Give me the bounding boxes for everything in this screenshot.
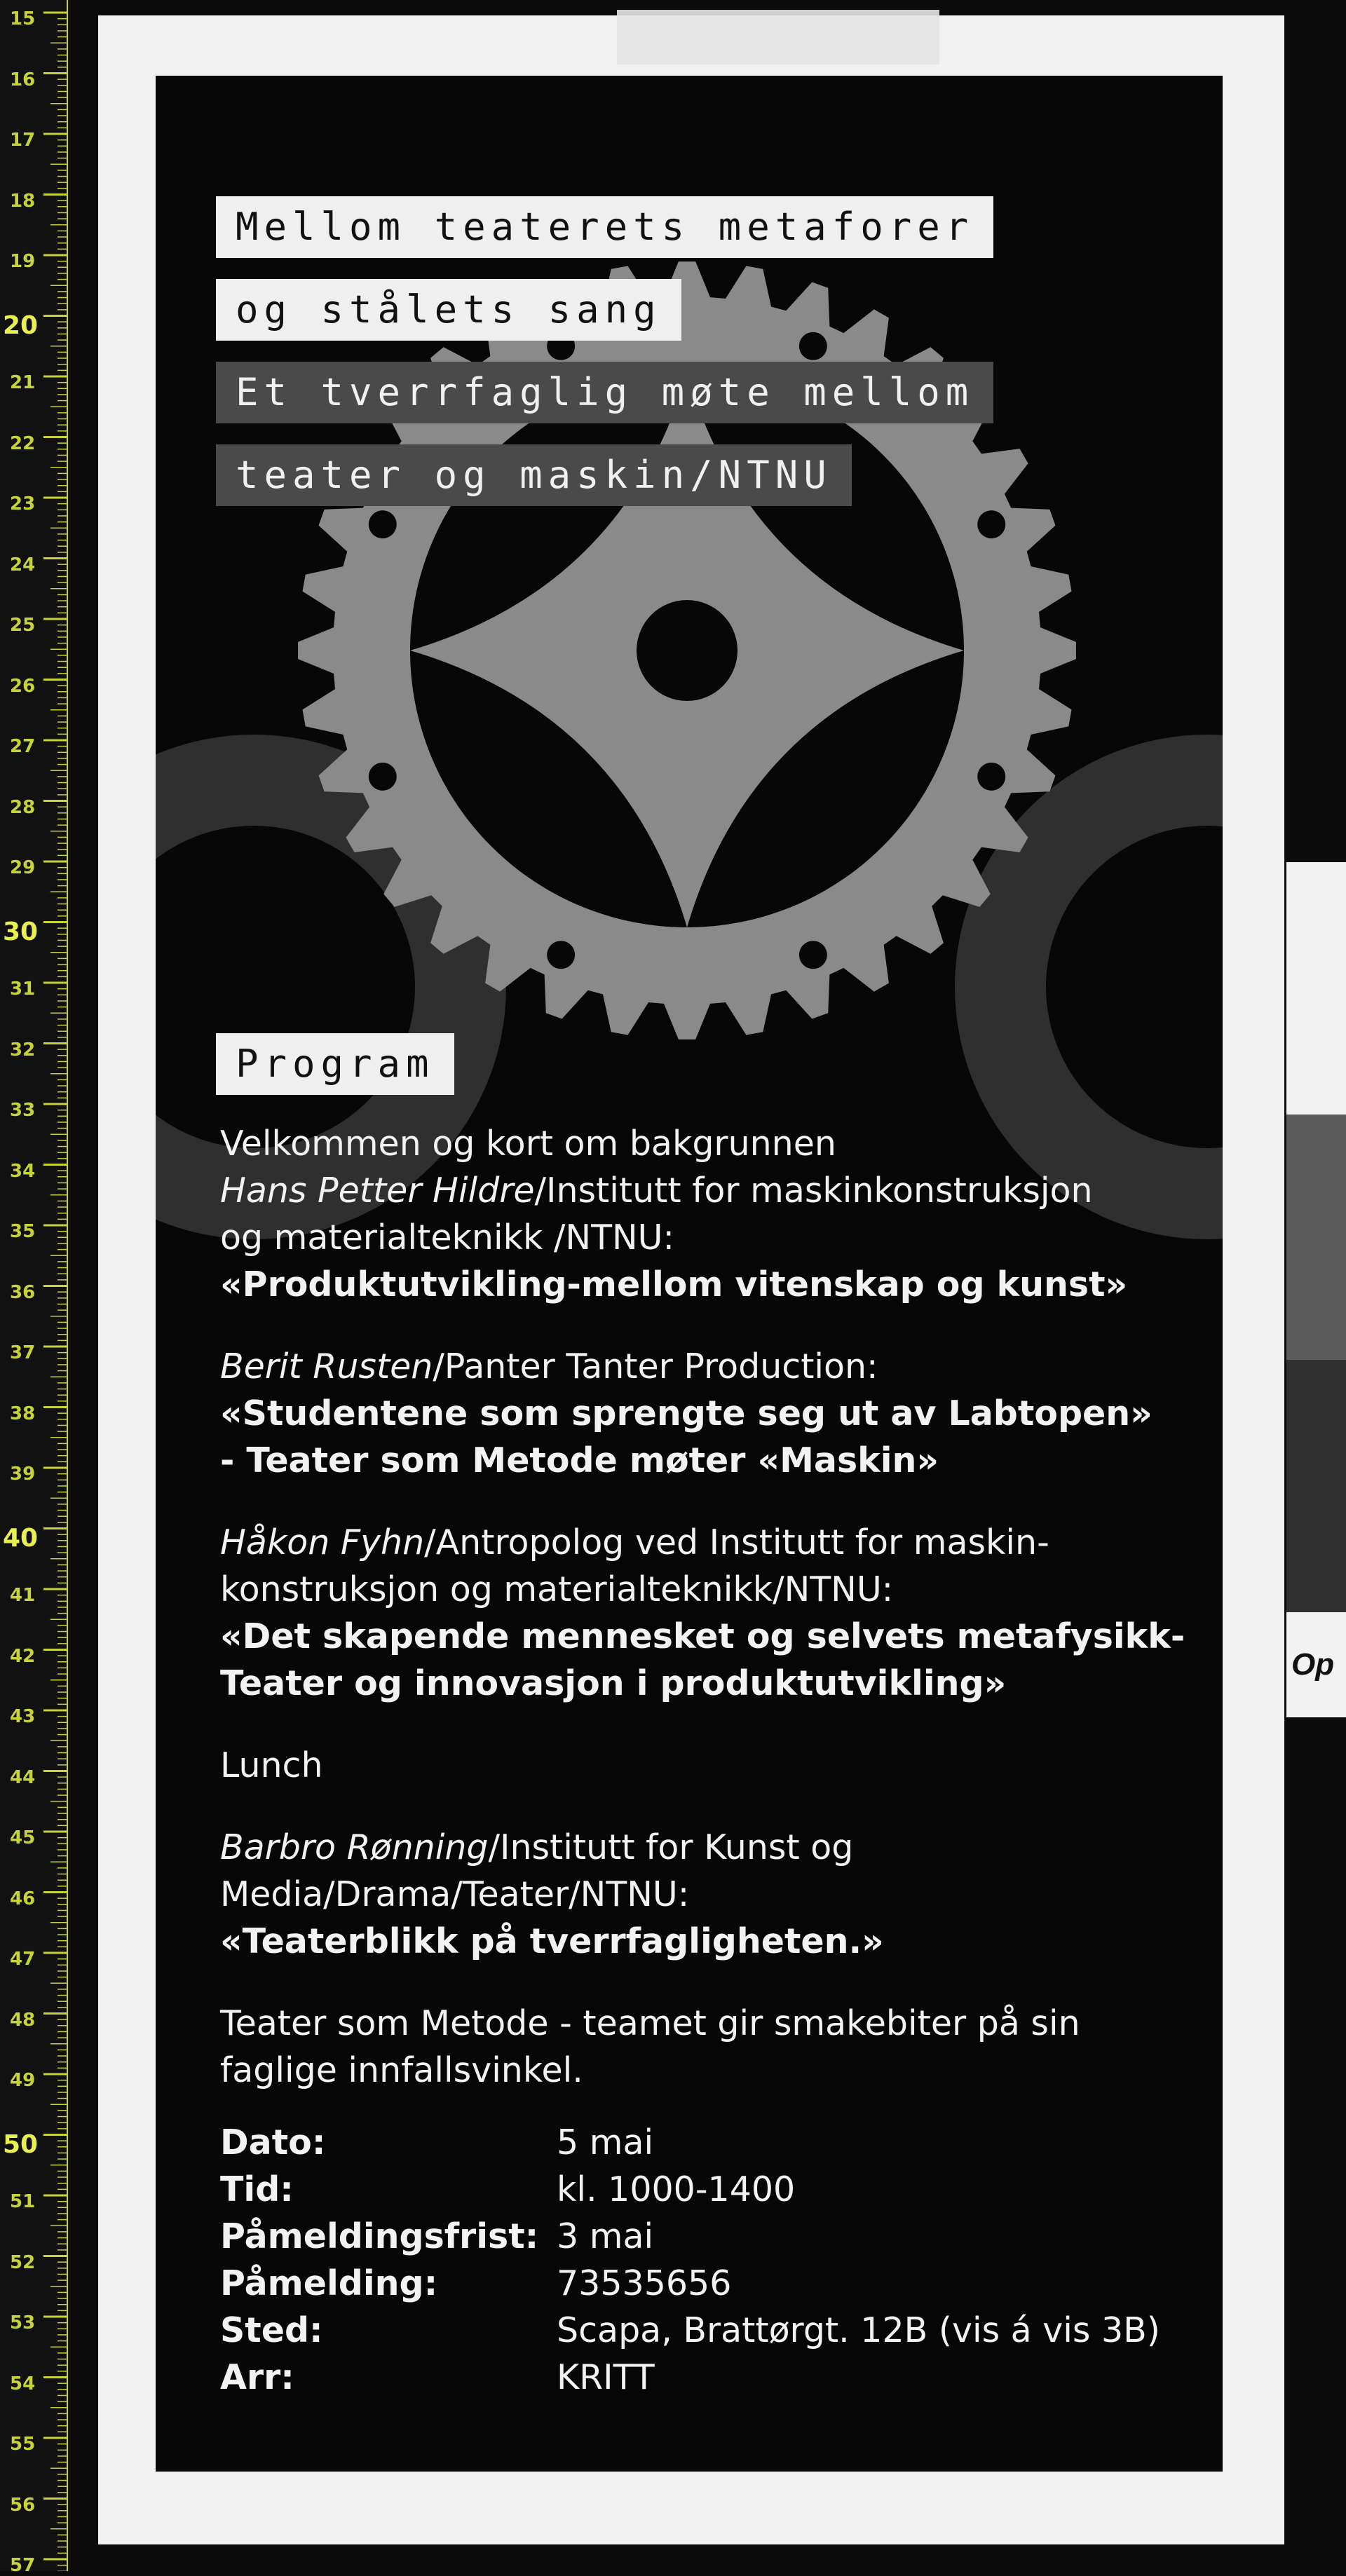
ruler-label: 36 bbox=[10, 1281, 36, 1303]
ruler-label: 38 bbox=[10, 1403, 36, 1424]
talk-4-title: «Teaterblikk på tverrfagligheten.» bbox=[220, 1921, 884, 1961]
talk-1-affiliation: Hans Petter Hildre/Institutt for maskinkonstruksjon bbox=[220, 1171, 1093, 1211]
ruler-label: 15 bbox=[10, 8, 36, 29]
ruler-label: 21 bbox=[10, 372, 36, 393]
info-label: Sted: bbox=[220, 2310, 323, 2350]
ruler-label: 29 bbox=[10, 857, 36, 878]
talk-4-affiliation-cont: Media/Drama/Teater/NTNU: bbox=[220, 1874, 690, 1914]
info-value: 73535656 bbox=[557, 2263, 732, 2303]
talk-1-speaker: Hans Petter Hildre bbox=[220, 1171, 535, 1211]
ruler-label: 25 bbox=[10, 615, 36, 636]
ruler-label: 49 bbox=[10, 2070, 36, 2091]
ruler-label: 20 bbox=[3, 311, 39, 340]
talk-4-affiliation: Barbro Rønning/Institutt for Kunst og bbox=[220, 1827, 854, 1867]
talk-1-affiliation-cont: og materialteknikk /NTNU: bbox=[220, 1218, 675, 1258]
info-label: Arr: bbox=[220, 2357, 294, 2397]
ruler-label: 42 bbox=[10, 1645, 36, 1667]
title-line-1: Mellom teaterets metaforer bbox=[216, 196, 993, 258]
ruler-label: 47 bbox=[10, 1949, 36, 1970]
closing-text-cont: faglige innfallsvinkel. bbox=[220, 2050, 583, 2090]
talk-3-affiliation: Håkon Fyhn/Antropolog ved Institutt for maskin- bbox=[220, 1522, 1049, 1562]
ruler-label: 33 bbox=[10, 1100, 36, 1121]
info-value: 5 mai bbox=[557, 2122, 654, 2162]
ruler-label: 32 bbox=[10, 1039, 36, 1061]
info-value: kl. 1000-1400 bbox=[557, 2169, 796, 2209]
ruler-label: 24 bbox=[10, 554, 36, 575]
talk-2-affiliation: Berit Rusten/Panter Tanter Production: bbox=[220, 1347, 878, 1386]
ruler-label: 46 bbox=[10, 1888, 36, 1909]
ruler-label: 31 bbox=[10, 979, 36, 1000]
ruler-label: 39 bbox=[10, 1464, 36, 1485]
tape-strip bbox=[617, 10, 939, 64]
title-line-2: og stålets sang bbox=[216, 279, 681, 341]
talk-1-title: «Produktutvikling-mellom vitenskap og kunst» bbox=[220, 1265, 1128, 1304]
ruler-label: 22 bbox=[10, 432, 36, 454]
ruler-label: 16 bbox=[10, 69, 36, 90]
ruler-label: 26 bbox=[10, 675, 36, 697]
talk-3-affiliation-cont: konstruksjon og materialteknikk/NTNU: bbox=[220, 1569, 894, 1609]
info-value: KRITT bbox=[557, 2357, 655, 2397]
info-value: 3 mai bbox=[557, 2216, 654, 2256]
info-label: Påmeldingsfrist: bbox=[220, 2216, 539, 2256]
measuring-ruler bbox=[0, 0, 70, 2576]
program-list bbox=[220, 1120, 1202, 2094]
ruler-label: 48 bbox=[10, 2009, 36, 2031]
edge-scrap-grey bbox=[1286, 1115, 1346, 1360]
ruler-label: 50 bbox=[3, 2129, 39, 2159]
info-value: Scapa, Brattørgt. 12B (vis á vis 3B) bbox=[557, 2310, 1160, 2350]
talk-2-title: «Studentene som sprengte seg ut av Labtopen» bbox=[220, 1393, 1153, 1433]
ruler-label: 18 bbox=[10, 190, 36, 212]
talk-4-speaker: Barbro Rønning bbox=[220, 1827, 489, 1867]
talk-3-title-cont: Teater og innovasjon i produktutvikling» bbox=[220, 1663, 1007, 1703]
info-label: Tid: bbox=[220, 2169, 294, 2209]
ruler-label: 43 bbox=[10, 1706, 36, 1727]
ruler-label: 27 bbox=[10, 736, 36, 757]
ruler-label: 52 bbox=[10, 2251, 36, 2273]
lunch-break: Lunch bbox=[220, 1745, 323, 1785]
program-intro: Velkommen og kort om bakgrunnen bbox=[220, 1124, 836, 1164]
ruler-label: 53 bbox=[10, 2312, 36, 2333]
ruler-label: 57 bbox=[10, 2555, 36, 2576]
ruler-label: 51 bbox=[10, 2191, 36, 2212]
ruler-label: 55 bbox=[10, 2434, 36, 2455]
ruler-label: 34 bbox=[10, 1160, 36, 1182]
talk-2-speaker: Berit Rusten bbox=[220, 1347, 433, 1386]
ruler-label: 17 bbox=[10, 130, 36, 151]
program-heading: Program bbox=[216, 1033, 454, 1095]
ruler-label: 30 bbox=[3, 917, 39, 946]
talk-2-title-cont: - Teater som Metode møter «Maskin» bbox=[220, 1440, 939, 1480]
edge-scrap-dark bbox=[1286, 1360, 1346, 1612]
edge-scrap-white bbox=[1286, 862, 1346, 1115]
ruler-label: 45 bbox=[10, 1827, 36, 1848]
talk-3-speaker: Håkon Fyhn bbox=[220, 1522, 425, 1562]
closing-text: Teater som Metode - teamet gir smakebiter på sin bbox=[220, 2003, 1080, 2043]
ruler-label: 35 bbox=[10, 1221, 36, 1242]
ruler-label: 56 bbox=[10, 2494, 36, 2516]
ruler-label: 41 bbox=[10, 1585, 36, 1606]
title-line-4: teater og maskin/NTNU bbox=[216, 444, 852, 506]
ruler-label: 44 bbox=[10, 1766, 36, 1788]
poster bbox=[156, 76, 1223, 2472]
ruler-label: 37 bbox=[10, 1342, 36, 1363]
ruler-label: 40 bbox=[3, 1523, 39, 1553]
info-label: Dato: bbox=[220, 2122, 326, 2162]
title-line-3: Et tverrfaglig møte mellom bbox=[216, 362, 993, 423]
ruler-label: 54 bbox=[10, 2373, 36, 2394]
ruler-label: 28 bbox=[10, 796, 36, 818]
ruler-label: 23 bbox=[10, 493, 36, 514]
talk-3-title: «Det skapende mennesket og selvets metafysikk- bbox=[220, 1616, 1185, 1656]
edge-scrap-text: Op bbox=[1291, 1647, 1335, 1682]
info-label: Påmelding: bbox=[220, 2263, 438, 2303]
ruler-label: 19 bbox=[10, 251, 36, 272]
